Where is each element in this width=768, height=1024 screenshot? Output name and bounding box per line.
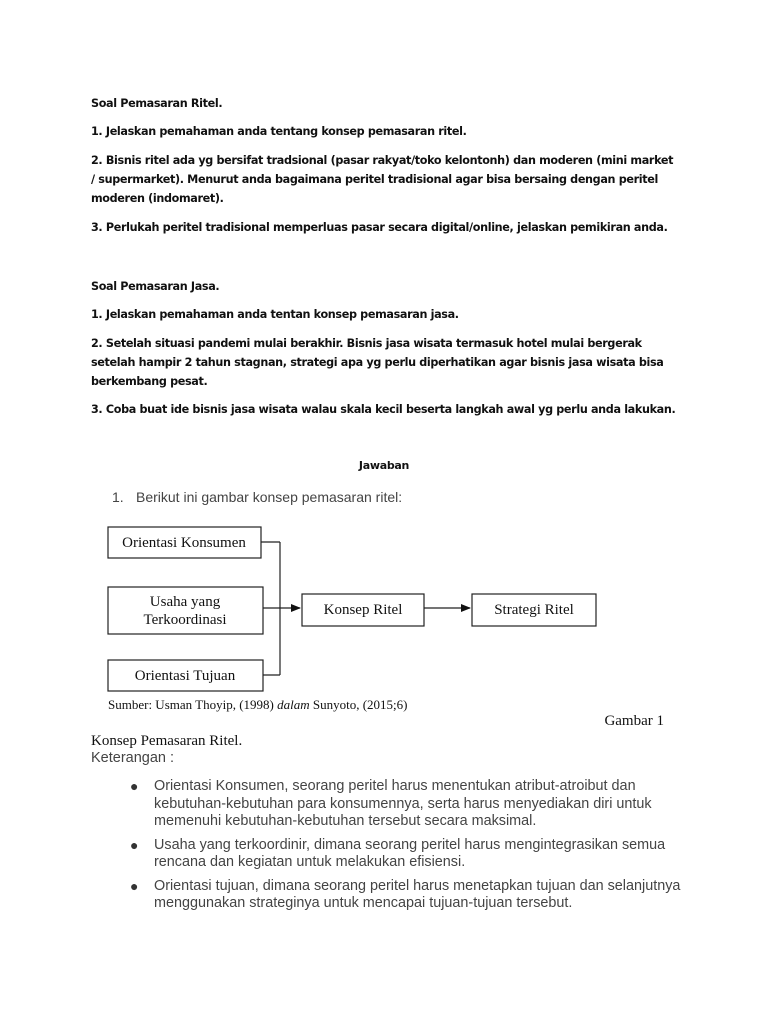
- service-section-title: Soal Pemasaran Jasa.: [91, 280, 220, 293]
- source-suffix: Sunyoto, (2015;6): [309, 697, 408, 712]
- retail-question-2: 2. Bisnis ritel ada yg bersifat tradsional (pasar rakyat/toko kelontonh) dan moderen (mini market / supermarket). Menurut anda bagaimana peritel tradisional agar bisa bersaing dengan peritel moderen (indomaret).: [91, 154, 674, 205]
- note-text: Orientasi Konsumen, seorang peritel harus menentukan atribut-atroibut dan kebutuhan-kebutuhan para konsumennya, serta harus menyediakan diri untuk memenuhi kebutuhan-kebutuhan tersebut secara maksimal.: [154, 778, 652, 829]
- retail-question-3: 3. Perlukah peritel tradisional memperluas pasar secara digital/online, jelaskan pemikiran anda.: [91, 221, 668, 234]
- service-question-2: 2. Setelah situasi pandemi mulai berakhir. Bisnis jasa wisata termasuk hotel mulai bergerak setelah hampir 2 tahun stagnan, strategi apa yg perlu diperhatikan agar bisnis jasa wisata bisa berkembang pesat.: [91, 337, 664, 388]
- label-strategi-ritel: Strategi Ritel: [494, 602, 574, 618]
- label-orientasi-konsumen: Orientasi Konsumen: [122, 535, 246, 551]
- service-question-1: 1. Jelaskan pemahaman anda tentan konsep pemasaran jasa.: [91, 308, 459, 321]
- note-text: Usaha yang terkoordinir, dimana seorang peritel harus mengintegrasikan semua rencana dan kegiatan untuk melakukan efisiensi.: [154, 836, 666, 870]
- source-prefix: Sumber: Usman Thoyip, (1998): [108, 697, 278, 712]
- retail-section-title: Soal Pemasaran Ritel.: [91, 97, 223, 110]
- figure-caption: Konsep Pemasaran Ritel.: [91, 733, 243, 749]
- label-usaha-line2: Terkoordinasi: [143, 612, 227, 628]
- keterangan-label: Keterangan :: [91, 750, 175, 766]
- label-usaha-line1: Usaha yang: [149, 594, 221, 610]
- retail-question-1: 1. Jelaskan pemahaman anda tentang konsep pemasaran ritel.: [91, 125, 467, 138]
- list-item: [0, 778, 768, 831]
- list-item: [0, 878, 768, 913]
- diagram-source: [108, 697, 407, 712]
- service-question-3: 3. Coba buat ide bisnis jasa wisata walau skala kecil beserta langkah awal yg perlu anda lakukan.: [91, 403, 676, 416]
- label-orientasi-tujuan: Orientasi Tujuan: [134, 668, 236, 684]
- list-item: [0, 837, 768, 872]
- figure-label: Gambar 1: [604, 713, 664, 729]
- notes-list: [0, 778, 768, 919]
- bullet-icon: ●: [130, 877, 139, 894]
- label-konsep-ritel: Konsep Ritel: [323, 602, 403, 618]
- source-italic: dalam: [277, 697, 310, 712]
- note-text: Orientasi tujuan, dimana seorang peritel harus menetapkan tujuan dan selanjutnya menggunakan strateginya untuk mencapai tujuan-tujuan tersebut.: [154, 877, 681, 911]
- answer-item-number: 1.: [112, 489, 124, 505]
- bullet-icon: ●: [130, 778, 139, 794]
- answer-item-text: Berikut ini gambar konsep pemasaran ritel:: [136, 489, 403, 505]
- bullet-icon: ●: [130, 836, 139, 853]
- answer-heading: Jawaban: [358, 459, 410, 472]
